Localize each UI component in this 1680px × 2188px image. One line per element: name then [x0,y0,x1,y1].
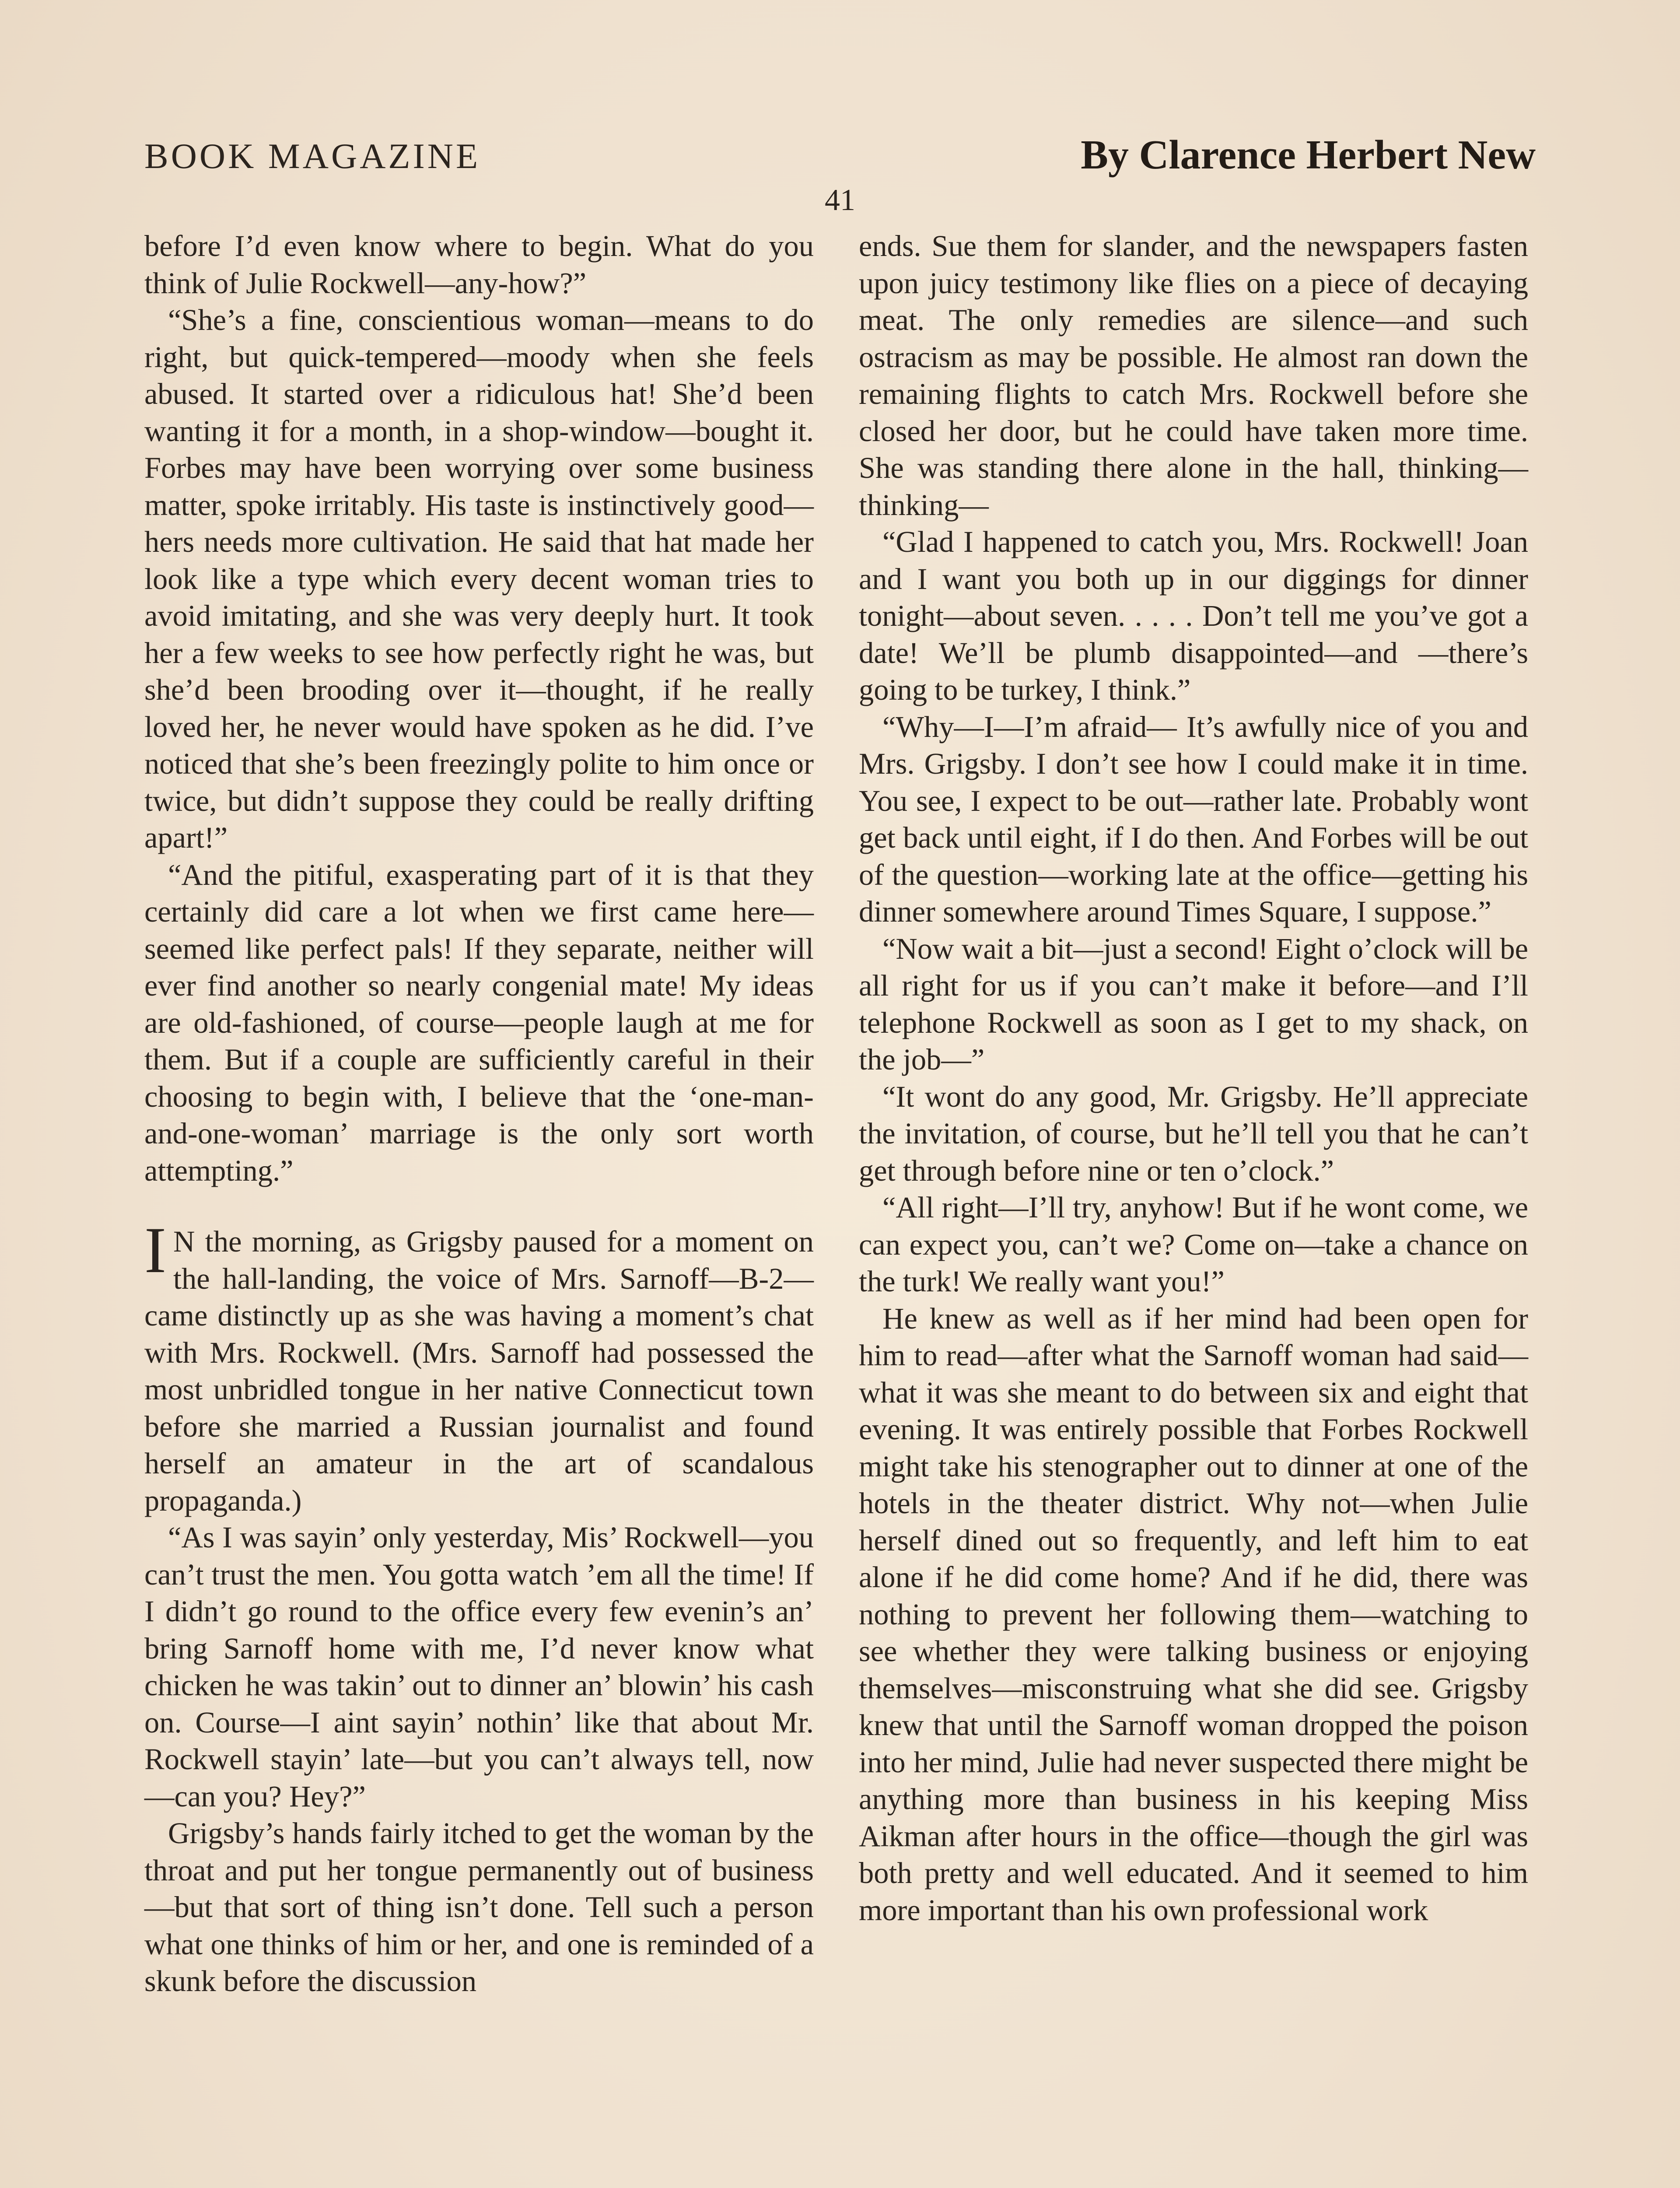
paragraph: before I’d even know where to begin. What do you think of Julie Rockwell—any-how?” [144,229,814,300]
paragraph: ends. Sue them for slander, and the newspapers fasten upon juicy testimony like flies on a piece of decaying meat. The only remedies are silence—and such ostracism as may be possible. He almost ran down the remaining flights to catch Mrs. Rockwell before she closed her door, but he could have taken more time. She was standing there alone in the hall, thinking—thinking— [859,229,1528,522]
magazine-title: BOOK MAGAZINE [144,136,481,176]
page-number: 41 [825,183,855,217]
author-byline: By Clarence Herbert New [1081,132,1536,178]
paragraph: “As I was sayin’ only yesterday, Mis’ Rockwell—you can’t trust the men. You gotta watch ’em all the time! If I didn’t go round to the office every few evenin’s an’ bring Sarnoff home with me, I’d never know what chicken he was takin’ out to dinner an’ blowin’ his cash on. Course—I aint sayin’ nothin’ like that about Mr. Rockwell stayin’ late—but you can’t always tell, now—can you? Hey?” [144,1521,814,1813]
paragraph: “All right—I’ll try, anyhow! But if he wont come, we can expect you, can’t we? Come on—take a chance on the turk! We really want you!” [859,1191,1528,1298]
paragraph: “She’s a fine, conscientious woman—means to do right, but quick-tempered—moody when she feels abused. It started over a ridiculous hat! She’d been wanting it for a month, in a shop-window—bought it. Forbes may have been worrying over some business matter, spoke irritably. His taste is instinctively good—hers needs more cultivation. He said that hat made her look like a type which every decent woman tries to avoid imitating, and she was very deeply hurt. It took her a few weeks to see how perfectly right he was, but she’d been brooding over it—thought, if he really loved her, he never would have spoken as he did. I’ve noticed that she’s been freezingly polite to him once or twice, but didn’t suppose they could be really drifting apart!” [144,303,814,854]
paragraph: “And the pitiful, exasperating part of it is that they certainly did care a lot when we first came here—seemed like perfect pals! If they separate, neither will ever find another so nearly congenial mate! My ideas are old-fashioned, of course—people laugh at me for them. But if a couple are sufficiently careful in their choosing to begin with, I believe that the ‘one-man-and-one-woman’ marriage is the only sort worth attempting.” [144,858,814,1187]
running-head [144,131,1536,179]
section-opening-text: N the morning, as Grigsby paused for a moment on the hall-landing, the voice of Mrs. Sarnoff—B-2—came distinctly up as she was having a moment’s chat with Mrs. Rockwell. (Mrs. Sarnoff had possessed the most unbridled tongue in her native Connecticut town before she married a Russian journalist and found herself an amateur in the art of scandalous propaganda.) [144,1225,814,1517]
paragraph: “It wont do any good, Mr. Grigsby. He’ll appreciate the invitation, of course, but he’ll tell you that he can’t get through before nine or ten o’clock.” [859,1080,1528,1187]
right-column [859,228,1528,1929]
paragraph: “Why—I—I’m afraid— It’s awfully nice of you and Mrs. Grigsby. I don’t see how I could make it in time. You see, I expect to be out—rather late. Probably wont get back until eight, if I do then. And Forbes will be out of the question—working late at the office—getting his dinner somewhere around Times Square, I suppose.” [859,710,1528,928]
paragraph: Grigsby’s hands fairly itched to get the woman by the throat and put her tongue permanently out of business—but that sort of thing isn’t done. Tell such a person what one thinks of him or her, and one is reminded of a skunk before the discussion [144,1816,814,1998]
drop-cap: I [144,1214,166,1287]
paragraph: “Now wait a bit—just a second! Eight o’clock will be all right for us if you can’t make it before—and I’ll telephone Rockwell as soon as I get to my shack, on the job—” [859,932,1528,1076]
paragraph: He knew as well as if her mind had been open for him to read—after what the Sarnoff woman had said—what it was she meant to do between six and eight that evening. It was entirely possible that Forbes Rockwell might take his stenographer out to dinner at one of the hotels in the theater district. Why not—when Julie herself dined out so frequently, and left him to eat alone if he did come home? And if he did, there was nothing to prevent her following them—watching to see whether they were talking business or enjoying themselves—misconstruing what she did see. Grigsby knew that until the Sarnoff woman dropped the poison into her mind, Julie had never suspected there might be anything more than business in his keeping Miss Aikman after hours in the office—though the girl was both pretty and well educated. And it seemed to him more important than his own professional work [859,1301,1528,1927]
section-opening-paragraph [144,1214,814,1519]
left-column [144,228,814,2000]
paragraph: “Glad I happened to catch you, Mrs. Rockwell! Joan and I want you both up in our diggings for dinner tonight—about seven. . . . . Don’t tell me you’ve got a date! We’ll be plumb disappointed—and —there’s going to be turkey, I think.” [859,525,1528,706]
